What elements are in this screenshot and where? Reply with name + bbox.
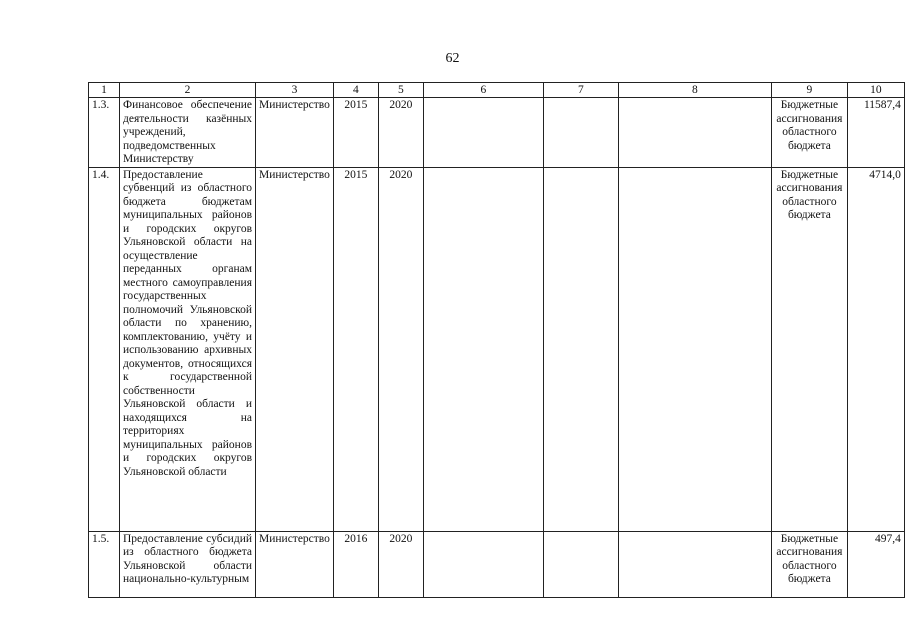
row-number: 1.5. — [89, 531, 120, 597]
end-year: 2020 — [378, 167, 423, 531]
start-year: 2016 — [333, 531, 378, 597]
row-number: 1.3. — [89, 98, 120, 168]
end-year: 2020 — [378, 98, 423, 168]
funding-source: Бюджетные ассигнования областного бюджета — [771, 167, 847, 531]
cell-col-8 — [618, 531, 771, 597]
column-header: 7 — [543, 83, 618, 98]
column-header: 1 — [89, 83, 120, 98]
cell-col-6 — [423, 98, 543, 168]
start-year: 2015 — [333, 98, 378, 168]
executor: Министерство — [256, 98, 334, 168]
header-row — [89, 83, 905, 98]
row-number: 1.4. — [89, 167, 120, 531]
cell-col-6 — [423, 167, 543, 531]
column-header: 10 — [847, 83, 904, 98]
column-header: 6 — [423, 83, 543, 98]
column-header: 4 — [333, 83, 378, 98]
cell-col-8 — [618, 98, 771, 168]
column-header: 5 — [378, 83, 423, 98]
amount: 4714,0 — [847, 167, 904, 531]
end-year: 2020 — [378, 531, 423, 597]
amount: 11587,4 — [847, 98, 904, 168]
measure-name: Предоставление субвенций из областного бюджета бюджетам муниципальных районов и городских округов Ульяновской области на осуществление переданных органам местного самоуправления государственных полномочий Ульяновской области по хранению, комплектованию, учёту и использованию архивных документов, относящихся к государственной собственности Ульяновской области и находящихся на территориях муниципальных районов и городских округов Ульяновской области — [120, 167, 256, 531]
amount: 497,4 — [847, 531, 904, 597]
cell-col-7 — [543, 98, 618, 168]
cell-col-7 — [543, 531, 618, 597]
funding-source: Бюджетные ассигнования областного бюджета — [771, 531, 847, 597]
column-header: 9 — [771, 83, 847, 98]
cell-col-8 — [618, 167, 771, 531]
start-year: 2015 — [333, 167, 378, 531]
table-row — [89, 167, 905, 531]
program-measures-table — [88, 82, 905, 598]
measure-name: Предоставление субсидий из областного бюджета Ульяновской области национально-культурным — [120, 531, 256, 597]
executor: Министерство — [256, 167, 334, 531]
cell-col-6 — [423, 531, 543, 597]
funding-source: Бюджетные ассигнования областного бюджета — [771, 98, 847, 168]
executor: Министерство — [256, 531, 334, 597]
column-header: 3 — [256, 83, 334, 98]
table-row — [89, 98, 905, 168]
measure-name: Финансовое обеспечение деятельности казённых учреждений, подведомственных Министерству — [120, 98, 256, 168]
column-header: 8 — [618, 83, 771, 98]
column-header: 2 — [120, 83, 256, 98]
page-number: 62 — [445, 51, 460, 66]
cell-col-7 — [543, 167, 618, 531]
table-row — [89, 531, 905, 597]
